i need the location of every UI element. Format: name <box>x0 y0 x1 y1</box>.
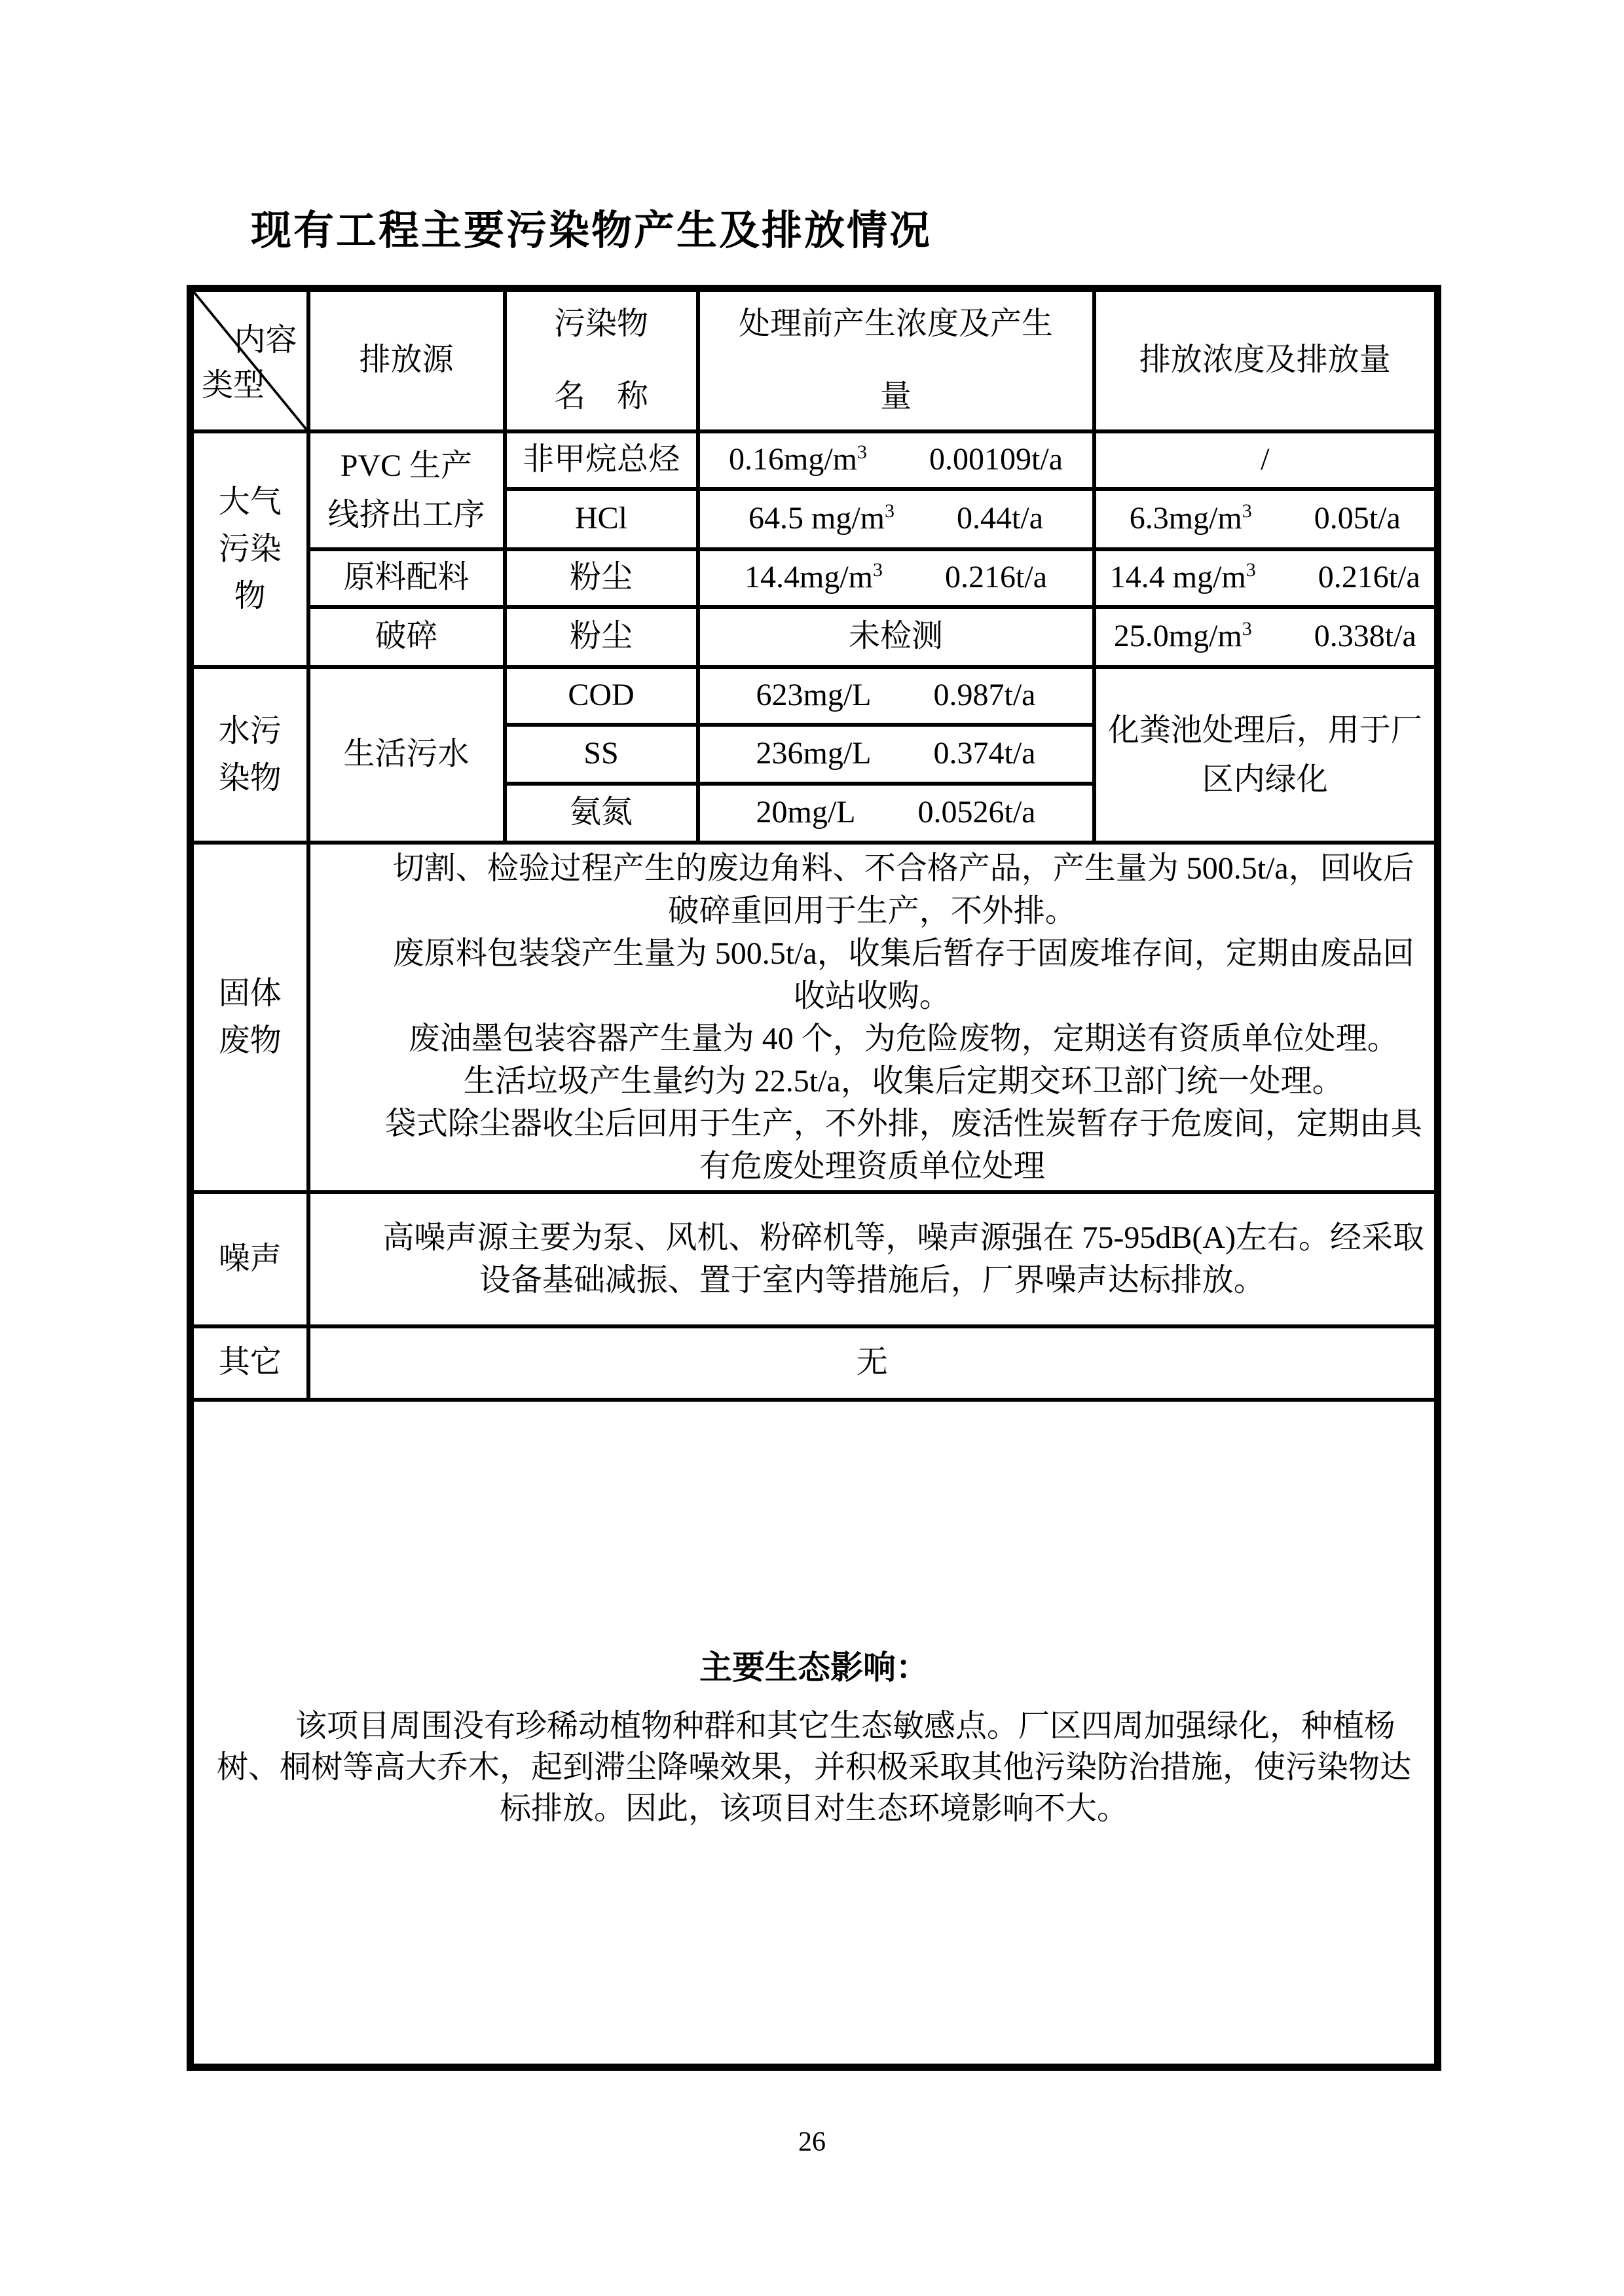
hcl-emission-sup: 3 <box>1242 500 1252 522</box>
ecological-impact-heading: 主要生态影响： <box>699 1649 929 1687</box>
cell-ss-before <box>698 725 1094 784</box>
hcl-before-base: 64.5 mg/m <box>748 501 885 536</box>
table-row <box>191 667 1438 725</box>
crushing-emission-base: 25.0mg/m <box>1113 619 1242 654</box>
solid-waste-paragraph-1: 切割、检验过程产生的废边角料、不合格产品，产生量为 500.5t/a，回收后破碎重回用于生产，不外排。 <box>392 850 1414 928</box>
cell-pollutant-cod: COD <box>505 667 698 725</box>
hcl-before-values <box>708 498 1084 540</box>
header-before-line1: 处理前产生浓度及产生 <box>738 306 1053 341</box>
cell-batching-before <box>698 549 1094 607</box>
cod-before-concentration: 623mg/L <box>756 678 872 713</box>
cell-category-noise: 噪声 <box>191 1192 308 1326</box>
cell-other-value: 无 <box>308 1326 1438 1400</box>
table-row <box>191 1326 1438 1400</box>
header-pollutant-line1: 污染物 <box>553 306 648 341</box>
batching-emission-base: 14.4 mg/m <box>1109 560 1246 595</box>
cell-batching-emission <box>1094 549 1438 607</box>
header-before-line2: 量 <box>879 378 912 414</box>
cell-nh3n-before <box>698 784 1094 843</box>
header-emission-source: 排放源 <box>308 289 505 431</box>
cell-source-pvc-extrusion <box>308 431 505 549</box>
ss-before-values <box>708 733 1084 775</box>
category-air-line3: 物 <box>234 578 266 613</box>
crushing-emission-concentration <box>1114 615 1252 658</box>
cell-source-batching: 原料配料 <box>308 549 505 607</box>
table-row <box>191 549 1438 607</box>
cell-cod-before <box>698 667 1094 725</box>
water-emission-line1: 化粪池处理后，用于厂 <box>1107 712 1422 748</box>
cell-pollutant-ss: SS <box>505 725 698 784</box>
cell-hcl-before <box>698 489 1094 549</box>
crushing-emission-values <box>1104 615 1427 658</box>
header-emission-amount: 排放浓度及排放量 <box>1094 289 1438 431</box>
crushing-emission-sup: 3 <box>1242 618 1252 640</box>
cell-noise-description <box>308 1192 1438 1326</box>
header-before-treatment <box>698 289 1094 431</box>
cell-crushing-before: 未检测 <box>698 607 1094 667</box>
solid-waste-paragraph-5: 袋式除尘器收尘后回用于生产，不外排，废活性炭暂存于危废间，定期由具有危废处理资质单位处理 <box>384 1106 1422 1184</box>
cell-category-solid-waste <box>191 843 308 1192</box>
source-pvc-line2: 线挤出工序 <box>327 497 485 532</box>
cod-before-amount: 0.987t/a <box>933 678 1036 713</box>
cell-pollutant-nh3n: 氨氮 <box>505 784 698 843</box>
source-pvc-label <box>318 441 495 539</box>
category-air-line1: 大气 <box>218 484 282 519</box>
cell-category-other: 其它 <box>191 1326 308 1400</box>
batching-emission-values <box>1104 556 1427 599</box>
table-header-row <box>191 289 1438 431</box>
solid-waste-paragraph-4: 生活垃圾产生量约为 22.5t/a，收集后定期交环卫部门统一处理。 <box>463 1063 1344 1099</box>
category-solid-line2: 废物 <box>218 1023 282 1058</box>
ecological-impact-paragraph: 该项目周围没有珍稀动植物种群和其它生态敏感点。厂区四周加强绿化，种植杨树、桐树等高大乔木，起到滞尘降噪效果，并积极采取其他污染防治措施，使污染物达标排放。因此，该项目对生态环境影响不大。 <box>216 1709 1411 1827</box>
category-water-line1: 水污 <box>218 713 282 748</box>
category-air-line2: 污染 <box>218 531 282 566</box>
page-title: 现有工程主要污染物产生及排放情况 <box>251 206 932 254</box>
nmhc-before-base: 0.16mg/m <box>729 442 858 477</box>
nh3n-before-values <box>708 792 1084 834</box>
header-before-treatment-lines <box>708 307 1084 414</box>
table-row <box>191 1400 1438 2068</box>
hcl-before-amount: 0.44t/a <box>957 501 1043 536</box>
cell-pollutant-hcl: HCl <box>505 489 698 549</box>
table-row <box>191 1192 1438 1326</box>
nmhc-before-sup: 3 <box>857 441 868 464</box>
solid-waste-paragraph-2: 废原料包装袋产生量为 500.5t/a，收集后暂存于固废堆存间，定期由废品回收站收购。 <box>392 936 1414 1013</box>
nmhc-before-values <box>708 439 1084 481</box>
batching-emission-sup: 3 <box>1246 559 1256 581</box>
category-solid-line1: 固体 <box>218 975 282 1011</box>
cell-water-emission-note <box>1094 667 1438 843</box>
hcl-before-concentration <box>748 498 895 540</box>
nh3n-before-amount: 0.0526t/a <box>917 795 1036 830</box>
hcl-emission-values <box>1104 498 1427 540</box>
page-number: 26 <box>798 2127 826 2157</box>
header-pollutant-line2: 名 称 <box>553 378 648 414</box>
cell-hcl-emission <box>1094 489 1438 549</box>
hcl-before-sup: 3 <box>885 500 895 522</box>
table-row <box>191 431 1438 489</box>
batching-before-concentration <box>745 556 883 599</box>
batching-emission-amount: 0.216t/a <box>1318 560 1420 595</box>
cell-pollutant-dust-batching: 粉尘 <box>505 549 698 607</box>
category-water-line2: 染物 <box>218 760 282 795</box>
cell-ecological-impact <box>191 1400 1438 2068</box>
cell-nmhc-emission: / <box>1094 431 1438 489</box>
cell-pollutant-dust-crushing: 粉尘 <box>505 607 698 667</box>
pollutants-table <box>187 285 1441 2071</box>
ss-before-concentration: 236mg/L <box>756 736 872 771</box>
hcl-emission-concentration <box>1130 498 1252 540</box>
cell-source-crushing: 破碎 <box>308 607 505 667</box>
batching-before-sup: 3 <box>873 559 883 581</box>
cod-before-values <box>708 674 1084 717</box>
cell-pollutant-nmhc: 非甲烷总烃 <box>505 431 698 489</box>
header-corner-cell <box>191 289 308 431</box>
source-pvc-line1: PVC 生产 <box>340 448 473 483</box>
category-air-label <box>202 479 299 620</box>
nmhc-before-amount: 0.00109t/a <box>929 442 1063 477</box>
category-solid-label <box>202 970 299 1065</box>
cell-nmhc-before <box>698 431 1094 489</box>
table-row <box>191 843 1438 1192</box>
table-row <box>191 607 1438 667</box>
header-pollutant-name-lines <box>515 307 688 414</box>
water-emission-note-lines <box>1104 706 1427 804</box>
nh3n-before-concentration: 20mg/L <box>756 795 856 830</box>
cell-source-domestic-sewage: 生活污水 <box>308 667 505 843</box>
batching-before-amount: 0.216t/a <box>945 560 1047 595</box>
hcl-emission-base: 6.3mg/m <box>1129 501 1242 536</box>
cell-category-air <box>191 431 308 667</box>
batching-emission-concentration <box>1110 556 1256 599</box>
header-corner-type-label: 类型 <box>202 367 265 403</box>
crushing-emission-amount: 0.338t/a <box>1314 619 1416 654</box>
header-corner-content-label: 内容 <box>234 323 297 357</box>
cell-solid-waste-description <box>308 843 1438 1192</box>
batching-before-base: 14.4mg/m <box>745 560 874 595</box>
solid-waste-paragraph-3: 废油墨包装容器产生量为 40 个，为危险废物，定期送有资质单位处理。 <box>408 1021 1399 1056</box>
cell-category-water <box>191 667 308 843</box>
noise-paragraph: 高噪声源主要为泵、风机、粉碎机等，噪声源强在 75-95dB(A)左右。经采取设备基础减振、置于室内等措施后，厂界噪声达标排放。 <box>382 1220 1425 1298</box>
water-emission-line2: 区内绿化 <box>1202 761 1328 797</box>
category-water-label <box>202 708 299 802</box>
ss-before-amount: 0.374t/a <box>933 736 1036 771</box>
hcl-emission-amount: 0.05t/a <box>1314 501 1401 536</box>
nmhc-before-concentration <box>729 439 867 481</box>
batching-before-values <box>708 556 1084 599</box>
cell-crushing-emission <box>1094 607 1438 667</box>
header-pollutant-name <box>505 289 698 431</box>
